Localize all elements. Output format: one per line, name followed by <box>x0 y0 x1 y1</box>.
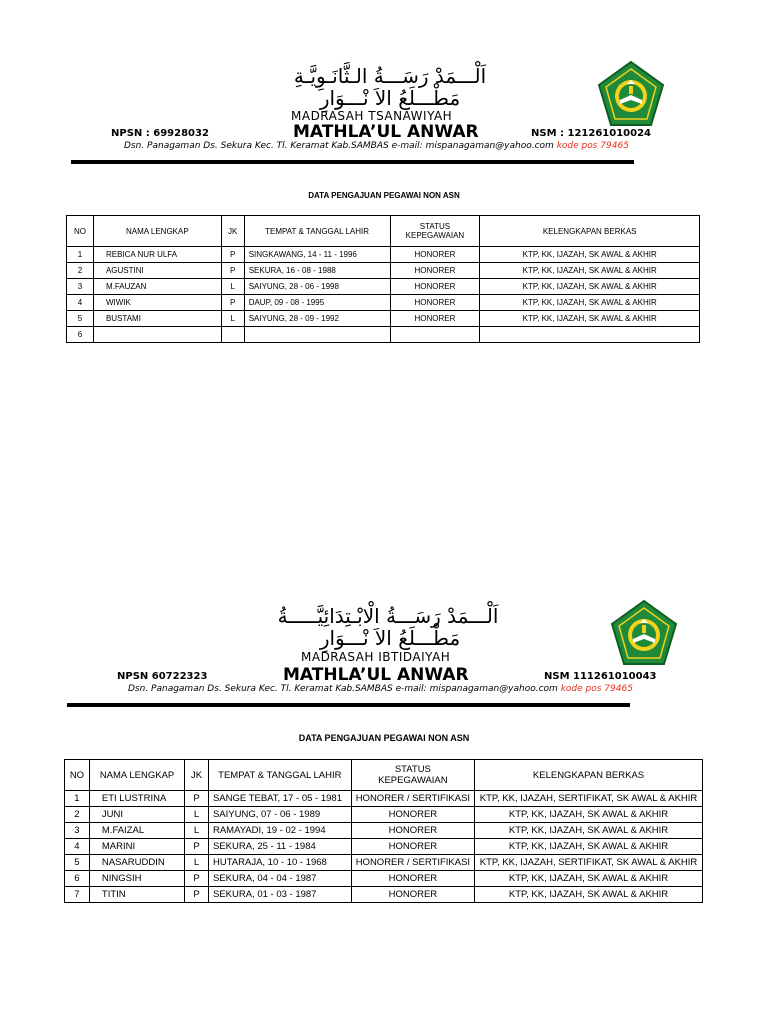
address-line <box>128 684 633 694</box>
cell-status: HONORER <box>390 247 480 263</box>
header-birth: TEMPAT & TANGGAL LAHIR <box>244 216 390 247</box>
table-row <box>67 263 700 279</box>
cell-birth: SANGE TEBAT, 17 - 05 - 1981 <box>208 791 351 807</box>
cell-docs: KTP, KK, IJAZAH, SK AWAL & AKHIR <box>475 871 703 887</box>
cell-docs: KTP, KK, IJAZAH, SK AWAL & AKHIR <box>480 295 700 311</box>
postcode: kode pos 79465 <box>556 141 629 151</box>
cell-name <box>93 327 221 343</box>
cell-birth: SAIYUNG, 07 - 06 - 1989 <box>208 807 351 823</box>
header-status-line1: STATUS <box>419 222 451 231</box>
cell-jk: L <box>221 311 244 327</box>
school-logo <box>596 60 666 130</box>
cell-name: BUSTAMI <box>93 311 221 327</box>
cell-jk: L <box>185 807 209 823</box>
cell-name: JUNI <box>89 807 184 823</box>
cell-no: 6 <box>67 327 94 343</box>
table-row <box>65 791 703 807</box>
table-row <box>65 871 703 887</box>
employee-table <box>66 215 700 343</box>
cell-birth: SEKURA, 01 - 03 - 1987 <box>208 887 351 903</box>
cell-status: HONORER <box>390 263 480 279</box>
cell-birth <box>244 327 390 343</box>
table-row <box>67 327 700 343</box>
cell-birth: SINGKAWANG, 14 - 11 - 1996 <box>244 247 390 263</box>
cell-jk: P <box>185 839 209 855</box>
cell-jk <box>221 327 244 343</box>
cell-status: HONORER <box>390 295 480 311</box>
arabic-school-name-line2: مَطْـــلَعُ الاَ نْـــوَارِ <box>319 626 461 650</box>
cell-no: 1 <box>65 791 90 807</box>
cell-jk: L <box>185 823 209 839</box>
cell-status: HONORER <box>351 807 474 823</box>
cell-jk: L <box>185 855 209 871</box>
table-row <box>65 887 703 903</box>
header-status-line2: KEPEGAWAIAN <box>405 231 465 240</box>
cell-birth: RAMAYADI, 19 - 02 - 1994 <box>208 823 351 839</box>
cell-no: 6 <box>65 871 90 887</box>
cell-name: NINGSIH <box>89 871 184 887</box>
cell-name: NASARUDDIN <box>89 855 184 871</box>
cell-no: 4 <box>67 295 94 311</box>
school-name: MATHLA’UL ANWAR <box>283 665 469 685</box>
school-logo <box>609 599 679 669</box>
address-text: Dsn. Panagaman Ds. Sekura Kec. Tl. Keramat Kab.SAMBAS e-mail: <box>124 141 423 151</box>
cell-status: HONORER <box>351 871 474 887</box>
header-status <box>390 216 480 247</box>
document-title: DATA PENGAJUAN PEGAWAI NON ASN <box>298 733 470 743</box>
header-birth: TEMPAT & TANGGAL LAHIR <box>208 760 351 791</box>
arabic-school-name-line1: اَلْـــمَدْ رَسَـــةُ الـثَّانَـوِيَّـةِ <box>293 64 487 88</box>
cell-name: M.FAIZAL <box>89 823 184 839</box>
header-divider <box>67 703 630 707</box>
cell-birth: HUTARAJA, 10 - 10 - 1968 <box>208 855 351 871</box>
employee-table <box>64 759 703 903</box>
address-line <box>124 141 629 151</box>
cell-birth: DAUP, 09 - 08 - 1995 <box>244 295 390 311</box>
table-row <box>65 839 703 855</box>
cell-no: 1 <box>67 247 94 263</box>
cell-no: 3 <box>65 823 90 839</box>
header-status-line1: STATUS <box>394 764 431 775</box>
cell-docs: KTP, KK, IJAZAH, SK AWAL & AKHIR <box>480 247 700 263</box>
cell-status: HONORER <box>390 279 480 295</box>
cell-name: AGUSTINI <box>93 263 221 279</box>
cell-jk: P <box>221 263 244 279</box>
header-no: NO <box>67 216 94 247</box>
cell-no: 4 <box>65 839 90 855</box>
header-docs: KELENGKAPAN BERKAS <box>480 216 700 247</box>
cell-name: MARINI <box>89 839 184 855</box>
cell-no: 5 <box>67 311 94 327</box>
school-type: MADRASAH TSANAWIYAH <box>291 109 453 123</box>
cell-jk: P <box>221 247 244 263</box>
cell-jk: P <box>221 295 244 311</box>
cell-docs: KTP, KK, IJAZAH, SK AWAL & AKHIR <box>475 839 703 855</box>
postcode: kode pos 79465 <box>560 684 633 694</box>
cell-status: HONORER <box>351 839 474 855</box>
school-name: MATHLA’UL ANWAR <box>293 122 479 142</box>
table-row <box>65 807 703 823</box>
cell-docs: KTP, KK, IJAZAH, SERTIFIKAT, SK AWAL & AKHIR <box>475 791 703 807</box>
cell-birth: SEKURA, 16 - 08 - 1988 <box>244 263 390 279</box>
cell-birth: SEKURA, 25 - 11 - 1984 <box>208 839 351 855</box>
cell-no: 7 <box>65 887 90 903</box>
cell-docs: KTP, KK, IJAZAH, SK AWAL & AKHIR <box>480 279 700 295</box>
cell-name: REBICA NUR ULFA <box>93 247 221 263</box>
cell-birth: SAIYUNG, 28 - 09 - 1992 <box>244 311 390 327</box>
email-link[interactable]: mispanagaman@yahoo.com <box>425 141 554 151</box>
cell-status: HONORER / SERTIFIKASI <box>351 855 474 871</box>
cell-docs <box>480 327 700 343</box>
table-header-row <box>65 760 703 791</box>
table-row <box>65 823 703 839</box>
address-text: Dsn. Panagaman Ds. Sekura Kec. Tl. Keramat Kab.SAMBAS e-mail: <box>128 684 427 694</box>
cell-docs: KTP, KK, IJAZAH, SK AWAL & AKHIR <box>480 311 700 327</box>
cell-status: HONORER <box>351 823 474 839</box>
table-row <box>67 311 700 327</box>
cell-status <box>390 327 480 343</box>
nsm-label: NSM : 121261010024 <box>531 128 651 139</box>
cell-docs: KTP, KK, IJAZAH, SK AWAL & AKHIR <box>475 823 703 839</box>
header-status-line2: KEPEGAWAIAN <box>378 775 448 786</box>
school-type: MADRASAH IBTIDAIYAH <box>301 650 451 664</box>
cell-jk: L <box>221 279 244 295</box>
cell-docs: KTP, KK, IJAZAH, SK AWAL & AKHIR <box>475 807 703 823</box>
cell-birth: SEKURA, 04 - 04 - 1987 <box>208 871 351 887</box>
table-header-row <box>67 216 700 247</box>
document-title: DATA PENGAJUAN PEGAWAI NON ASN <box>308 191 460 200</box>
cell-name: WIWIK <box>93 295 221 311</box>
cell-birth: SAIYUNG, 28 - 06 - 1998 <box>244 279 390 295</box>
table-row <box>65 855 703 871</box>
cell-name: ETI LUSTRINA <box>89 791 184 807</box>
cell-jk: P <box>185 791 209 807</box>
table-row <box>67 295 700 311</box>
nsm-label: NSM 111261010043 <box>544 671 657 682</box>
cell-jk: P <box>185 887 209 903</box>
email-link[interactable]: mispanagaman@yahoo.com <box>429 684 558 694</box>
cell-status: HONORER <box>351 887 474 903</box>
arabic-school-name-line1: اَلْـــمَدْ رَسَـــةُ الْابْـتِدَائِيَّـــــةُ <box>277 604 499 628</box>
cell-no: 2 <box>65 807 90 823</box>
arabic-school-name-line2: مَطْـــلَعُ الاَ نْـــوَارِ <box>319 86 461 110</box>
header-name: NAMA LENGKAP <box>93 216 221 247</box>
npsn-label: NPSN 60722323 <box>117 671 208 682</box>
cell-name: M.FAUZAN <box>93 279 221 295</box>
header-jk: JK <box>221 216 244 247</box>
cell-no: 3 <box>67 279 94 295</box>
header-divider <box>71 160 634 164</box>
table-row <box>67 279 700 295</box>
cell-jk: P <box>185 871 209 887</box>
header-no: NO <box>65 760 90 791</box>
cell-status: HONORER / SERTIFIKASI <box>351 791 474 807</box>
cell-docs: KTP, KK, IJAZAH, SERTIFIKAT, SK AWAL & AKHIR <box>475 855 703 871</box>
header-name: NAMA LENGKAP <box>89 760 184 791</box>
cell-status: HONORER <box>390 311 480 327</box>
cell-no: 5 <box>65 855 90 871</box>
table-row <box>67 247 700 263</box>
cell-name: TITIN <box>89 887 184 903</box>
header-jk: JK <box>185 760 209 791</box>
cell-docs: KTP, KK, IJAZAH, SK AWAL & AKHIR <box>480 263 700 279</box>
header-status <box>351 760 474 791</box>
header-docs: KELENGKAPAN BERKAS <box>475 760 703 791</box>
cell-no: 2 <box>67 263 94 279</box>
npsn-label: NPSN : 69928032 <box>111 128 209 139</box>
cell-docs: KTP, KK, IJAZAH, SK AWAL & AKHIR <box>475 887 703 903</box>
